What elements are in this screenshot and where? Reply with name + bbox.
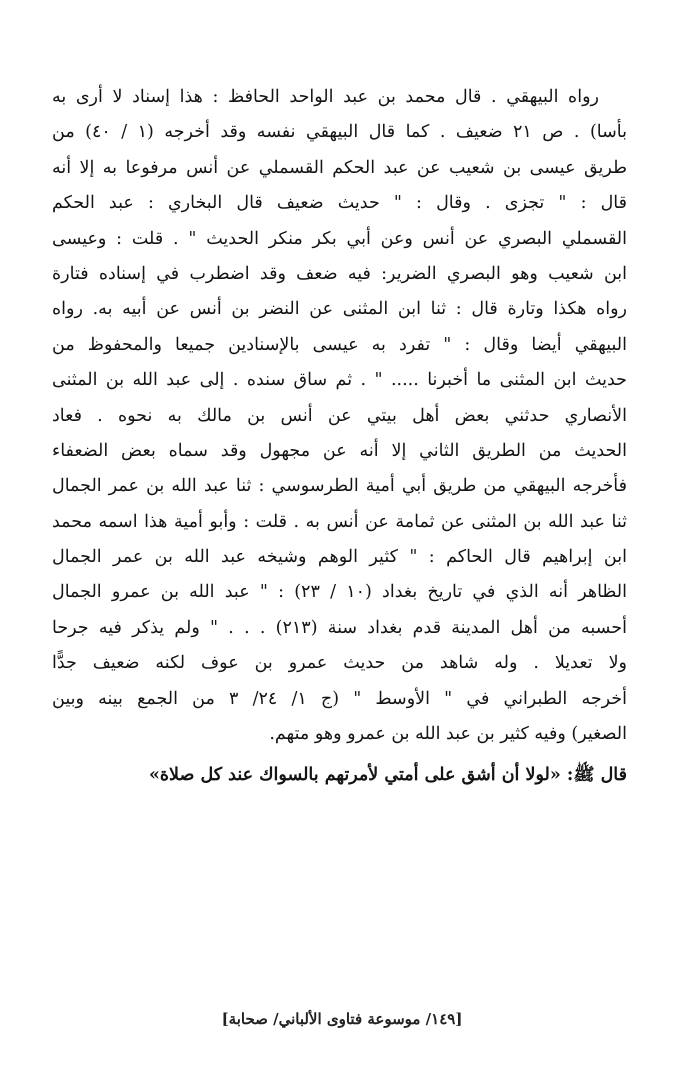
text-line: قال : " تجزى . وقال : " حديث ضعيف قال البخاري : عبد الحكم (52, 193, 627, 214)
text-line: الحديث من الطريق الثاني إلا أنه عن مجهول وقد سماه بعض الضعفاء (52, 440, 627, 461)
text-line: البيهقي أيضا وقال : " تفرد به عيسى بالإسنادين جميعا والمحفوظ من (52, 334, 627, 355)
text-line: طريق عيسى بن شعيب عن عبد الحكم القسملي عن أنس مرفوعا به إلا أنه (52, 157, 627, 178)
text-line: أحسبه من أهل المدينة قدم بغداد سنة (٢١٣) . . . " ولم يذكر فيه جرحا (52, 617, 627, 638)
text-line: بأسا) . ص ٢١ ضعيف . كما قال البيهقي نفسه وقد أخرجه (١ / ٤٠) من (52, 122, 627, 143)
text-line: رواه هكذا وتارة قال : ثنا ابن المثنى عن النضر بن أنس عن أبيه به. رواه (52, 299, 627, 320)
text-line: الصغير) وفيه كثير بن عبد الله بن عمرو وهو متهم. (269, 724, 627, 745)
text-line: ابن شعيب وهو البصري الضرير: فيه ضعف وقد اضطرب في إسناده فتارة (52, 263, 627, 284)
text-line: الأنصاري حدثني بعض أهل بيتي عن أنس بن مالك به نحوه . فعاد (52, 405, 627, 426)
text-line: فأخرجه البيهقي من طريق أبي أمية الطرسوسي : ثنا عبد الله بن عمر الجمال (52, 476, 627, 497)
hadith-quote: قال ﷺ: «لولا أن أشق على أمتي لأمرتهم بالسواك عند كل صلاة» (148, 765, 627, 786)
text-line: ابن إبراهيم قال الحاكم : " كثير الوهم وشيخه عبد الله بن عمر الجمال (52, 547, 627, 568)
page-footer: [١٤٩/ موسوعة فتاوى الألباني/ صحابة] (221, 1010, 463, 1028)
text-line: ثنا عبد الله بن المثنى عن ثمامة عن أنس به . قلت : وأبو أمية هذا اسمه محمد (52, 511, 627, 532)
text-line: أخرجه الطبراني في " الأوسط " (ج ١/ ٢٤/ ٣ من الجمع بينه وبين (52, 688, 627, 709)
text-line: القسملي البصري عن أنس وعن أبي بكر منكر الحديث " . قلت : وعيسى (52, 228, 627, 249)
text-line: ولا تعديلا . وله شاهد من حديث عمرو بن عوف لكنه ضعيف جدًّا (52, 653, 627, 674)
body-text (52, 80, 627, 794)
text-line: رواه البيهقي . قال محمد بن عبد الواحد الحافظ : هذا إسناد لا أرى به (52, 87, 599, 107)
text-line: الظاهر أنه الذي في تاريخ بغداد (١٠ / ٢٣) : " عبد الله بن عمرو الجمال (52, 582, 627, 603)
text-line: حديث ابن المثنى ما أخبرنا ..... " . ثم ساق سنده . إلى عبد الله بن المثنى (52, 370, 627, 391)
